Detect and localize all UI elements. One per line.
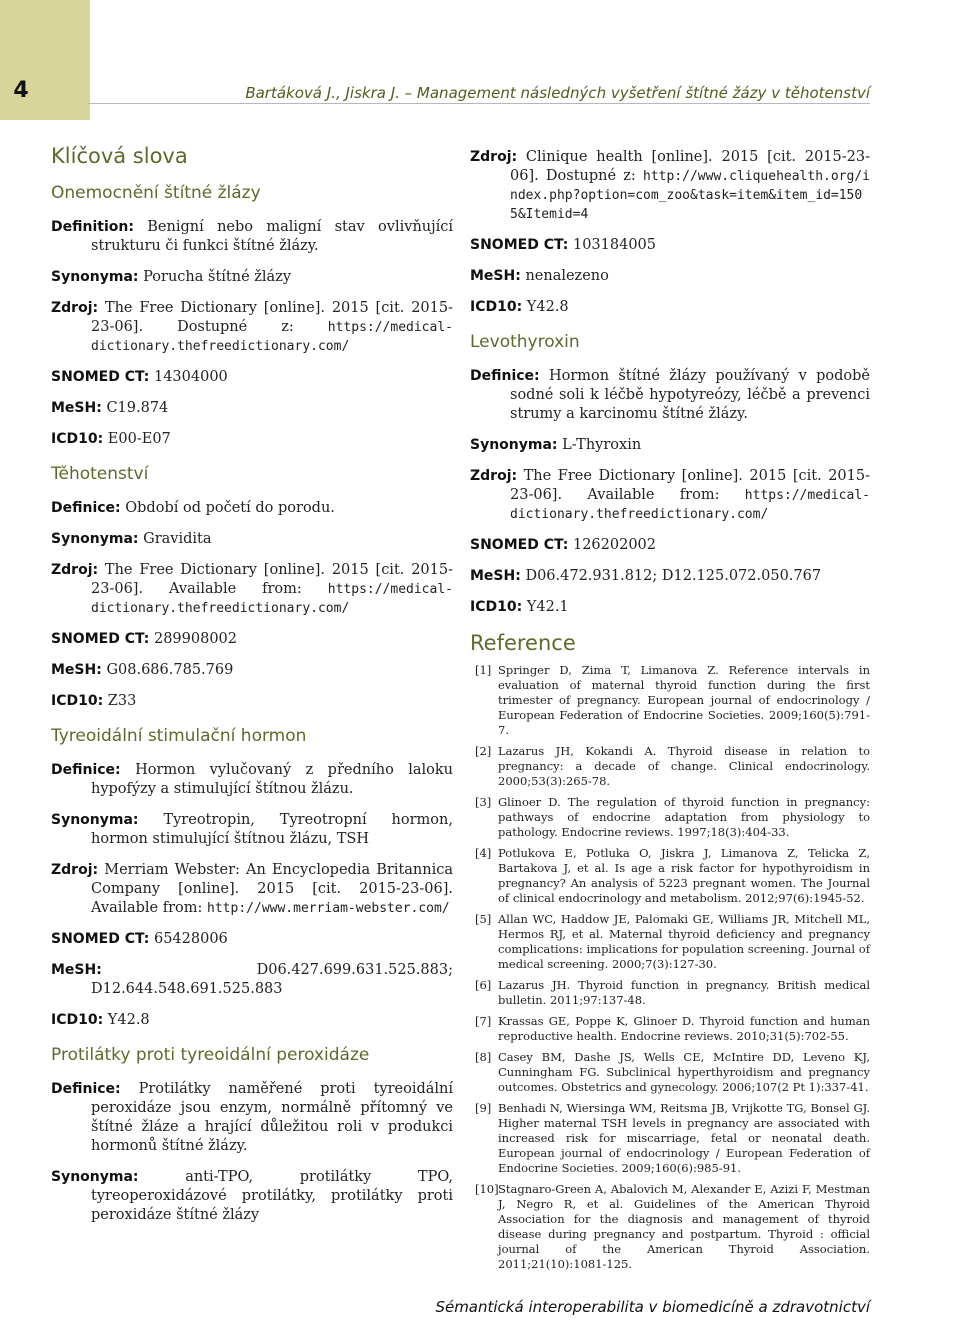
field-value: nenalezeno — [525, 268, 609, 284]
reference-text: Benhadi N, Wiersinga WM, Reitsma JB, Vrijkotte TG, Bonsel GJ. Higher maternal TSH levels in pregnancy are associated with increased risk for miscarriage, fetal or neonatal death. European journal of endocrinology / European Federation of Endocrine Societies. 2009;160(6):985-91. — [498, 1101, 870, 1175]
field-value: E00-E07 — [107, 431, 171, 447]
reference-number: [8] — [475, 1050, 492, 1064]
reference-text: Glinoer D. The regulation of thyroid function in pregnancy: pathways of endocrine adaptation from physiology to pathology. Endocrine reviews. 1997;18(3):404-33. — [498, 795, 870, 839]
field-key: MeSH: — [51, 400, 102, 416]
field-value: Gravidita — [143, 531, 212, 547]
field-value: 103184005 — [572, 237, 656, 253]
reference-number: [6] — [475, 978, 492, 992]
reference-number: [3] — [475, 795, 492, 809]
reference-number: [4] — [475, 846, 492, 860]
snomed-code — [51, 368, 453, 387]
field-value: Clinique health [online]. 2015 [cit. 2015-23-06]. Dostupné z: — [510, 149, 871, 184]
field-key: SNOMED CT: — [470, 237, 569, 253]
definition — [51, 761, 453, 799]
running-header: Bartáková J., Jiskra J. – Management následných vyšetření štítné žázy v těhotenství — [245, 84, 870, 102]
reference-item — [470, 1050, 870, 1095]
field-key: SNOMED CT: — [51, 369, 150, 385]
field-value: D06.427.699.631.525.883; D12.644.548.691.525.883 — [91, 962, 453, 997]
reference-item — [470, 1014, 870, 1044]
reference-text: Potlukova E, Potluka O, Jiskra J, Limanova Z, Telicka Z, Bartakova J, et al. Is age a risk factor for hypothyroidism in pregnancy? An analysis of 5223 pregnant women. The Journal of clinical endocrinology and metabolism. 2012;97(6):1945-52. — [498, 846, 870, 905]
reference-text: Stagnaro-Green A, Abalovich M, Alexander E, Azizi F, Mestman J, Negro R, et al. Guidelines of the American Thyroid Association for the diagnosis and management of thyroid disease during pregnancy and postpartum. Thyroid : official journal of the American Thyroid Association. 2011;21(10):1081-125. — [498, 1182, 870, 1271]
field-value: G08.686.785.769 — [106, 662, 234, 678]
field-key: MeSH: — [470, 568, 521, 584]
field-key: Zdroj: — [470, 468, 518, 484]
definition — [51, 1080, 453, 1156]
source — [51, 861, 453, 918]
reference-item — [470, 912, 870, 972]
field-key: Synonyma: — [470, 437, 558, 453]
reference-number: [2] — [475, 744, 492, 758]
source — [51, 561, 453, 618]
field-value: 126202002 — [572, 537, 656, 553]
icd10-code — [51, 1011, 453, 1030]
term-title: Levothyroxin — [470, 332, 580, 352]
field-value: C19.874 — [106, 400, 169, 416]
field-key: MeSH: — [51, 962, 102, 978]
field-key: ICD10: — [51, 431, 104, 447]
source — [51, 299, 453, 356]
source — [470, 467, 870, 524]
reference-list — [470, 663, 870, 1272]
field-key: SNOMED CT: — [470, 537, 569, 553]
reference-item — [470, 1101, 870, 1176]
reference-item — [470, 978, 870, 1008]
field-key: SNOMED CT: — [51, 631, 150, 647]
field-value: Hormon vylučovaný z předního laloku hypofýzy a stimulující štítnou žlázu. — [91, 762, 453, 797]
field-key: Synonyma: — [51, 1169, 139, 1185]
synonyms — [51, 1168, 453, 1225]
mesh-code — [51, 961, 453, 999]
field-key: Definice: — [51, 1081, 121, 1097]
reference-item — [470, 744, 870, 789]
field-key: SNOMED CT: — [51, 931, 150, 947]
field-key: Zdroj: — [51, 300, 99, 316]
field-value: Z33 — [107, 693, 137, 709]
source-link[interactable]: http://www.merriam-webster.com/ — [207, 901, 450, 916]
field-key: Definice: — [51, 500, 121, 516]
field-key: Definice: — [51, 762, 121, 778]
reference-item — [470, 663, 870, 738]
field-value: The Free Dictionary [online]. 2015 [cit. 2015-23-06]. Dostupné z: — [91, 300, 454, 335]
field-value: Y42.8 — [526, 299, 569, 315]
field-value: Porucha štítné žlázy — [143, 269, 292, 285]
running-footer: Sémantická interoperabilita v biomedicíně a zdravotnictví — [435, 1298, 870, 1316]
icd10-code — [470, 598, 870, 617]
synonyms — [470, 436, 870, 455]
source-link[interactable]: https://medical-dictionary.thefreedictionary.com/ — [91, 320, 453, 354]
synonyms — [51, 530, 453, 549]
field-value: Merriam Webster: An Encyclopedia Britannica Company [online]. 2015 [cit. 2015-23-06]. Available from: — [91, 862, 454, 916]
field-key: Synonyma: — [51, 531, 139, 547]
mesh-code — [470, 567, 870, 586]
icd10-code — [470, 298, 870, 317]
source-link[interactable]: https://medical-dictionary.thefreedictionary.com/ — [91, 582, 453, 616]
definition — [51, 218, 453, 256]
field-value: 14304000 — [153, 369, 228, 385]
field-key: ICD10: — [51, 693, 104, 709]
field-key: Zdroj: — [51, 862, 99, 878]
reference-item — [470, 795, 870, 840]
field-value: 289908002 — [153, 631, 237, 647]
reference-number: [5] — [475, 912, 492, 926]
field-value: Tyreotropin, Tyreotropní hormon, hormon stimulující štítnou žlázu, TSH — [91, 812, 453, 847]
field-value: anti-TPO, protilátky TPO, tyreoperoxidázové protilátky, protilátky proti peroxidáze štítné žlázy — [91, 1169, 453, 1223]
field-value: Y42.1 — [526, 599, 569, 615]
field-key: Definition: — [51, 219, 134, 235]
field-key: Zdroj: — [51, 562, 99, 578]
keywords-heading: Klíčová slova — [51, 144, 188, 168]
reference-text: Krassas GE, Poppe K, Glinoer D. Thyroid function and human reproductive health. Endocrine reviews. 2010;31(5):702-55. — [498, 1014, 870, 1043]
left-column — [51, 140, 453, 1237]
reference-number: [9] — [475, 1101, 492, 1115]
source-link[interactable]: http://www.cliquehealth.org/index.php?option=com_zoo&task=item&item_id=1505&Itemid=4 — [510, 169, 870, 222]
reference-item — [470, 846, 870, 906]
icd10-code — [51, 430, 453, 449]
field-key: ICD10: — [470, 599, 523, 615]
field-value: The Free Dictionary [online]. 2015 [cit. 2015-23-06]. Available from: — [510, 468, 871, 503]
reference-text: Lazarus JH, Kokandi A. Thyroid disease in relation to pregnancy: a decade of change. Clinical endocrinology. 2000;53(3):265-78. — [498, 744, 870, 788]
field-value: D06.472.931.812; D12.125.072.050.767 — [525, 568, 822, 584]
field-key: Zdroj: — [470, 149, 518, 165]
definition — [470, 367, 870, 424]
field-key: Synonyma: — [51, 812, 139, 828]
reference-text: Lazarus JH. Thyroid function in pregnancy. British medical bulletin. 2011;97:137-48. — [498, 978, 870, 1007]
source — [470, 148, 870, 224]
field-value: Období od početí do porodu. — [125, 500, 335, 516]
header-divider — [88, 103, 870, 104]
reference-item — [470, 1182, 870, 1272]
snomed-code — [51, 930, 453, 949]
mesh-code — [51, 399, 453, 418]
snomed-code — [470, 236, 870, 255]
reference-number: [10] — [475, 1182, 499, 1196]
snomed-code — [51, 630, 453, 649]
field-value: Benigní nebo maligní stav ovlivňující strukturu či funkci štítné žlázy. — [91, 219, 454, 254]
field-key: ICD10: — [470, 299, 523, 315]
reference-text: Allan WC, Haddow JE, Palomaki GE, Williams JR, Mitchell ML, Hermos RJ, et al. Maternal thyroid deficiency and pregnancy complications: implications for population screening. Journal of medical screening. 2000;7(3):127-30. — [498, 912, 870, 971]
term-title: Protilátky proti tyreoidální peroxidáze — [51, 1045, 370, 1065]
icd10-code — [51, 692, 453, 711]
field-value: The Free Dictionary [online]. 2015 [cit. 2015-23-06]. Available from: — [91, 562, 454, 597]
field-value: L-Thyroxin — [562, 437, 642, 453]
field-value: Protilátky naměřené proti tyreoidální peroxidáze jsou enzym, normálně přítomný ve štítné žláze a hrající důležitou roli v produkci hormonů štítné žlázy. — [91, 1081, 454, 1154]
reference-text: Springer D, Zima T, Limanova Z. Reference intervals in evaluation of maternal thyroid function during the first trimester of pregnancy. European journal of endocrinology / European Federation of Endocrine Societies. 2009;160(5):791-7. — [498, 663, 870, 737]
snomed-code — [470, 536, 870, 555]
right-column — [470, 148, 870, 1278]
field-key: ICD10: — [51, 1012, 104, 1028]
field-key: MeSH: — [51, 662, 102, 678]
term-title: Onemocnění štítné žlázy — [51, 183, 261, 203]
field-value: 65428006 — [153, 931, 228, 947]
mesh-code — [51, 661, 453, 680]
term-title: Těhotenství — [51, 464, 149, 484]
synonyms — [51, 811, 453, 849]
reference-number: [7] — [475, 1014, 492, 1028]
mesh-code — [470, 267, 870, 286]
field-value: Y42.8 — [107, 1012, 150, 1028]
definition — [51, 499, 453, 518]
term-title: Tyreoidální stimulační hormon — [51, 726, 307, 746]
field-key: Definice: — [470, 368, 540, 384]
field-key: MeSH: — [470, 268, 521, 284]
reference-number: [1] — [475, 663, 492, 677]
source-link[interactable]: https://medical-dictionary.thefreedictionary.com/ — [510, 488, 870, 522]
references-heading: Reference — [470, 631, 576, 655]
page-number: 4 — [13, 78, 29, 103]
field-key: Synonyma: — [51, 269, 139, 285]
field-value: Hormon štítné žlázy používaný v podobě sodné soli k léčbě hypotyreózy, léčbě a prevenci strumy a karcinomu štítné žlázy. — [510, 368, 870, 422]
synonyms — [51, 268, 453, 287]
reference-text: Casey BM, Dashe JS, Wells CE, McIntire DD, Leveno KJ, Cunningham FG. Subclinical hyperthyroidism and pregnancy outcomes. Obstetrics and gynecology. 2006;107(2 Pt 1):337-41. — [498, 1050, 870, 1094]
